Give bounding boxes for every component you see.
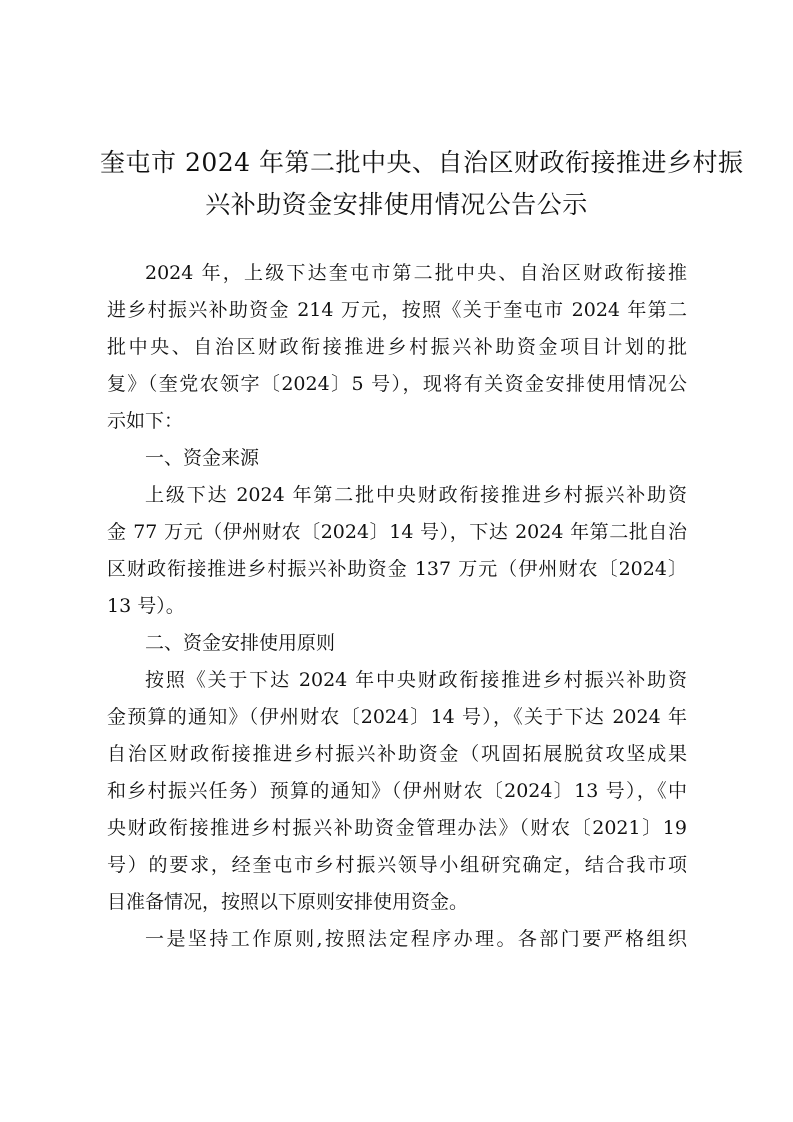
body-line: 13 号）。: [107, 595, 185, 617]
body-line: 央财政衔接推进乡村振兴补助资金管理办法》（财农〔2021〕19: [107, 817, 687, 839]
title-line-1: 奎屯市 2024 年第二批中央、自治区财政衔接推进乡村振: [100, 148, 744, 177]
body-line: 批中央、自治区财政衔接推进乡村振兴补助资金项目计划的批: [107, 336, 687, 358]
body-line: 上级下达 2024 年第二批中央财政衔接推进乡村振兴补助资: [145, 484, 687, 506]
body-line: 示如下：: [107, 410, 184, 432]
body-line: 2024 年，上级下达奎屯市第二批中央、自治区财政衔接推: [145, 262, 687, 284]
body-line: 按照《关于下达 2024 年中央财政衔接推进乡村振兴补助资: [145, 669, 687, 691]
body-line: 区财政衔接推进乡村振兴补助资金 137 万元（伊州财农〔2024〕: [107, 558, 687, 580]
body-line: 金 77 万元（伊州财农〔2024〕14 号），下达 2024 年第二批自治: [107, 521, 687, 543]
body-line: 目准备情况，按照以下原则安排使用资金。: [107, 891, 469, 913]
body-line: 一是坚持工作原则,按照法定程序办理。各部门要严格组织: [145, 928, 687, 950]
body-line: 自治区财政衔接推进乡村振兴补助资金（巩固拓展脱贫攻坚成果: [107, 743, 687, 765]
title-line-2: 兴补助资金安排使用情况公告公示: [205, 190, 588, 219]
body-line: 金预算的通知》（伊州财农〔2024〕14 号），《关于下达 2024 年: [107, 706, 687, 728]
body-line: 一、资金来源: [145, 447, 260, 469]
body-line: 复》（奎党农领字〔2024〕5 号），现将有关资金安排使用情况公: [107, 373, 687, 395]
body-line: 号）的要求，经奎屯市乡村振兴领导小组研究确定，结合我市项: [107, 854, 687, 876]
body-line: 和乡村振兴任务）预算的通知》（伊州财农〔2024〕13 号），《中: [107, 780, 687, 802]
body-line: 进乡村振兴补助资金 214 万元，按照《关于奎屯市 2024 年第二: [107, 299, 687, 321]
document-body: [107, 255, 687, 958]
body-line: 二、资金安排使用原则: [145, 632, 336, 654]
document-title: [100, 142, 744, 226]
